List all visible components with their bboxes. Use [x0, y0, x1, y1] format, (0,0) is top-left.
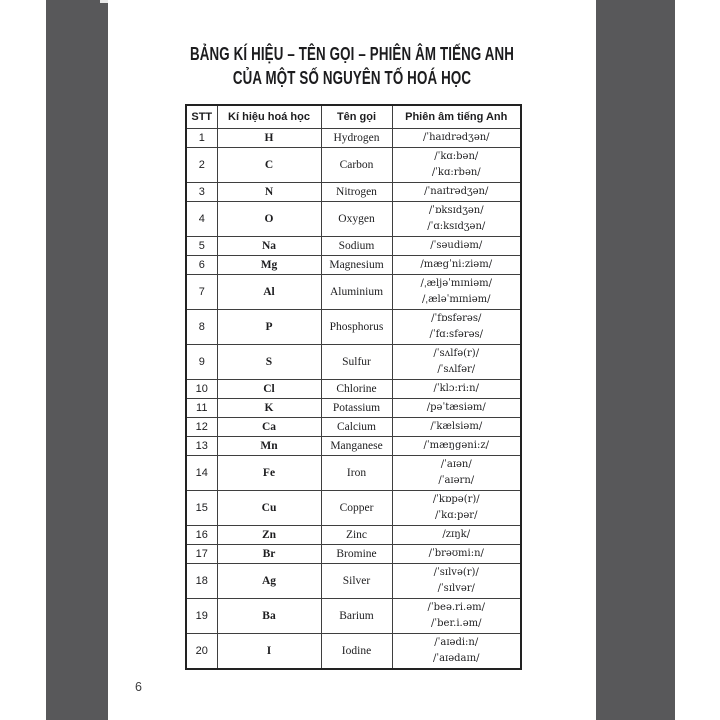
name-cell: Iodine	[321, 634, 392, 670]
ipa-cell	[392, 183, 521, 202]
stt-cell: 17	[186, 545, 217, 564]
ipa-line: /ˈaɪən/	[440, 459, 472, 470]
stt-cell: 7	[186, 275, 217, 310]
ipa-cell	[392, 148, 521, 183]
symbol-cell: P	[217, 310, 321, 345]
name-cell: Barium	[321, 599, 392, 634]
ipa-cell	[392, 345, 521, 380]
symbol-cell: S	[217, 345, 321, 380]
ipa-cell	[392, 456, 521, 491]
stt-cell: 9	[186, 345, 217, 380]
name-cell: Iron	[321, 456, 392, 491]
stt-cell: 15	[186, 491, 217, 526]
table-row	[186, 545, 521, 564]
symbol-cell: Mn	[217, 437, 321, 456]
name-cell: Sulfur	[321, 345, 392, 380]
name-cell: Oxygen	[321, 202, 392, 237]
element-table-body	[186, 129, 521, 670]
stt-cell: 10	[186, 380, 217, 399]
symbol-cell: Zn	[217, 526, 321, 545]
ipa-cell	[392, 275, 521, 310]
table-row	[186, 275, 521, 310]
ipa-cell	[392, 256, 521, 275]
table-row	[186, 310, 521, 345]
ipa-cell	[392, 491, 521, 526]
stt-cell: 5	[186, 237, 217, 256]
name-cell: Chlorine	[321, 380, 392, 399]
symbol-cell: Al	[217, 275, 321, 310]
ipa-line: /ˈsʌlfə(r)/	[433, 348, 480, 359]
ipa-cell	[392, 564, 521, 599]
table-row	[186, 491, 521, 526]
ipa-line: /ˈklɔ:ri:n/	[433, 383, 479, 394]
ipa-line: /zɪŋk/	[442, 529, 471, 540]
symbol-cell: Cu	[217, 491, 321, 526]
name-cell: Aluminium	[321, 275, 392, 310]
page-number: 6	[135, 680, 142, 694]
symbol-cell: H	[217, 129, 321, 148]
table-row	[186, 437, 521, 456]
symbol-cell: Ba	[217, 599, 321, 634]
ipa-line: /ˈsɪlvər/	[437, 583, 475, 594]
header-cell-symbol: Kí hiệu hoá học	[217, 105, 321, 129]
symbol-cell: Ag	[217, 564, 321, 599]
stt-cell: 18	[186, 564, 217, 599]
symbol-cell: Fe	[217, 456, 321, 491]
ipa-line: /ˈfɑ:sfərəs/	[429, 329, 484, 340]
table-row	[186, 599, 521, 634]
ipa-line: /ˈkɑ:pər/	[435, 510, 478, 521]
symbol-cell: N	[217, 183, 321, 202]
name-cell: Bromine	[321, 545, 392, 564]
ipa-line: /ˈaɪədi:n/	[434, 637, 479, 648]
table-header-row	[186, 105, 521, 129]
ipa-cell	[392, 399, 521, 418]
ipa-line: /ˌæləˈmɪniəm/	[422, 294, 491, 305]
symbol-cell: Cl	[217, 380, 321, 399]
stt-cell: 8	[186, 310, 217, 345]
stt-cell: 19	[186, 599, 217, 634]
ipa-line: /pəˈtæsiəm/	[426, 402, 486, 413]
stt-cell: 12	[186, 418, 217, 437]
ipa-line: /ˈfɒsfərəs/	[431, 313, 482, 324]
stt-cell: 2	[186, 148, 217, 183]
table-row	[186, 418, 521, 437]
table-row	[186, 237, 521, 256]
ipa-cell	[392, 310, 521, 345]
stt-cell: 4	[186, 202, 217, 237]
ipa-line: /ˈɑ:ksɪdʒən/	[427, 221, 486, 232]
ipa-cell	[392, 634, 521, 670]
table-row	[186, 256, 521, 275]
name-cell: Nitrogen	[321, 183, 392, 202]
ipa-line: /mægˈni:ziəm/	[420, 259, 493, 270]
ipa-line: /ˈsʌlfər/	[437, 364, 476, 375]
table-row	[186, 129, 521, 148]
ipa-line: /ˈkɒpə(r)/	[432, 494, 480, 505]
table-row	[186, 148, 521, 183]
name-cell: Calcium	[321, 418, 392, 437]
title-line-2: CỦA MỘT SỐ NGUYÊN TỐ HOÁ HỌC	[232, 68, 472, 88]
stt-cell: 20	[186, 634, 217, 670]
stt-cell: 13	[186, 437, 217, 456]
stt-cell: 3	[186, 183, 217, 202]
ipa-cell	[392, 437, 521, 456]
name-cell: Hydrogen	[321, 129, 392, 148]
ipa-line: /ˈkɑ:bən/	[434, 151, 479, 162]
header-cell-stt: STT	[186, 105, 217, 129]
header-cell-ipa: Phiên âm tiếng Anh	[392, 105, 521, 129]
ipa-cell	[392, 237, 521, 256]
symbol-cell: Na	[217, 237, 321, 256]
name-cell: Manganese	[321, 437, 392, 456]
name-cell: Copper	[321, 491, 392, 526]
table-row	[186, 399, 521, 418]
symbol-cell: I	[217, 634, 321, 670]
ipa-cell	[392, 202, 521, 237]
name-cell: Magnesium	[321, 256, 392, 275]
table-row	[186, 345, 521, 380]
ipa-line: /ˈɒksɪdʒən/	[428, 205, 484, 216]
ipa-line: /ˈsɪlvə(r)/	[433, 567, 479, 578]
ipa-line: /ˈaɪərn/	[438, 475, 475, 486]
ipa-cell	[392, 599, 521, 634]
ipa-line: /ˈhaɪdrədʒən/	[422, 132, 490, 143]
header-cell-name: Tên gọi	[321, 105, 392, 129]
table-row	[186, 202, 521, 237]
symbol-cell: Br	[217, 545, 321, 564]
ipa-line: /ˈsəudiəm/	[430, 240, 483, 251]
ipa-line: /ˈkɑ:rbən/	[431, 167, 481, 178]
title-line-1: BẢNG KÍ HIỆU – TÊN GỌI – PHIÊN ÂM TIẾNG ANH	[189, 44, 515, 64]
book-right-edge-shadow	[596, 0, 675, 720]
ipa-line: /ˈbeə.ri.əm/	[427, 602, 485, 613]
stt-cell: 14	[186, 456, 217, 491]
ipa-cell	[392, 545, 521, 564]
ipa-line: /ˈber.i.əm/	[431, 618, 482, 629]
ipa-cell	[392, 418, 521, 437]
table-row	[186, 183, 521, 202]
book-left-edge-shadow	[46, 0, 108, 720]
table-row	[186, 526, 521, 545]
ipa-line: /ˈnaɪtrədʒən/	[424, 186, 489, 197]
ipa-line: /ˈkælsiəm/	[430, 421, 483, 432]
name-cell: Carbon	[321, 148, 392, 183]
name-cell: Silver	[321, 564, 392, 599]
name-cell: Zinc	[321, 526, 392, 545]
symbol-cell: O	[217, 202, 321, 237]
document-page	[108, 0, 596, 720]
name-cell: Phosphorus	[321, 310, 392, 345]
stt-cell: 16	[186, 526, 217, 545]
page-title	[108, 42, 596, 90]
ipa-line: /ˈbrəʊmi:n/	[428, 548, 484, 559]
name-cell: Sodium	[321, 237, 392, 256]
stt-cell: 6	[186, 256, 217, 275]
stt-cell: 11	[186, 399, 217, 418]
symbol-cell: Mg	[217, 256, 321, 275]
ipa-line: /ˈmæŋgəni:z/	[423, 440, 489, 451]
ipa-cell	[392, 380, 521, 399]
ipa-line: /ˌæljəˈmɪniəm/	[420, 278, 493, 289]
elements-table	[185, 104, 522, 670]
symbol-cell: Ca	[217, 418, 321, 437]
ipa-cell	[392, 526, 521, 545]
symbol-cell: K	[217, 399, 321, 418]
name-cell: Potassium	[321, 399, 392, 418]
symbol-cell: C	[217, 148, 321, 183]
table-row	[186, 380, 521, 399]
ipa-line: /ˈaɪədaɪn/	[432, 653, 480, 664]
table-row	[186, 456, 521, 491]
ipa-cell	[392, 129, 521, 148]
table-row	[186, 634, 521, 670]
table-row	[186, 564, 521, 599]
stt-cell: 1	[186, 129, 217, 148]
